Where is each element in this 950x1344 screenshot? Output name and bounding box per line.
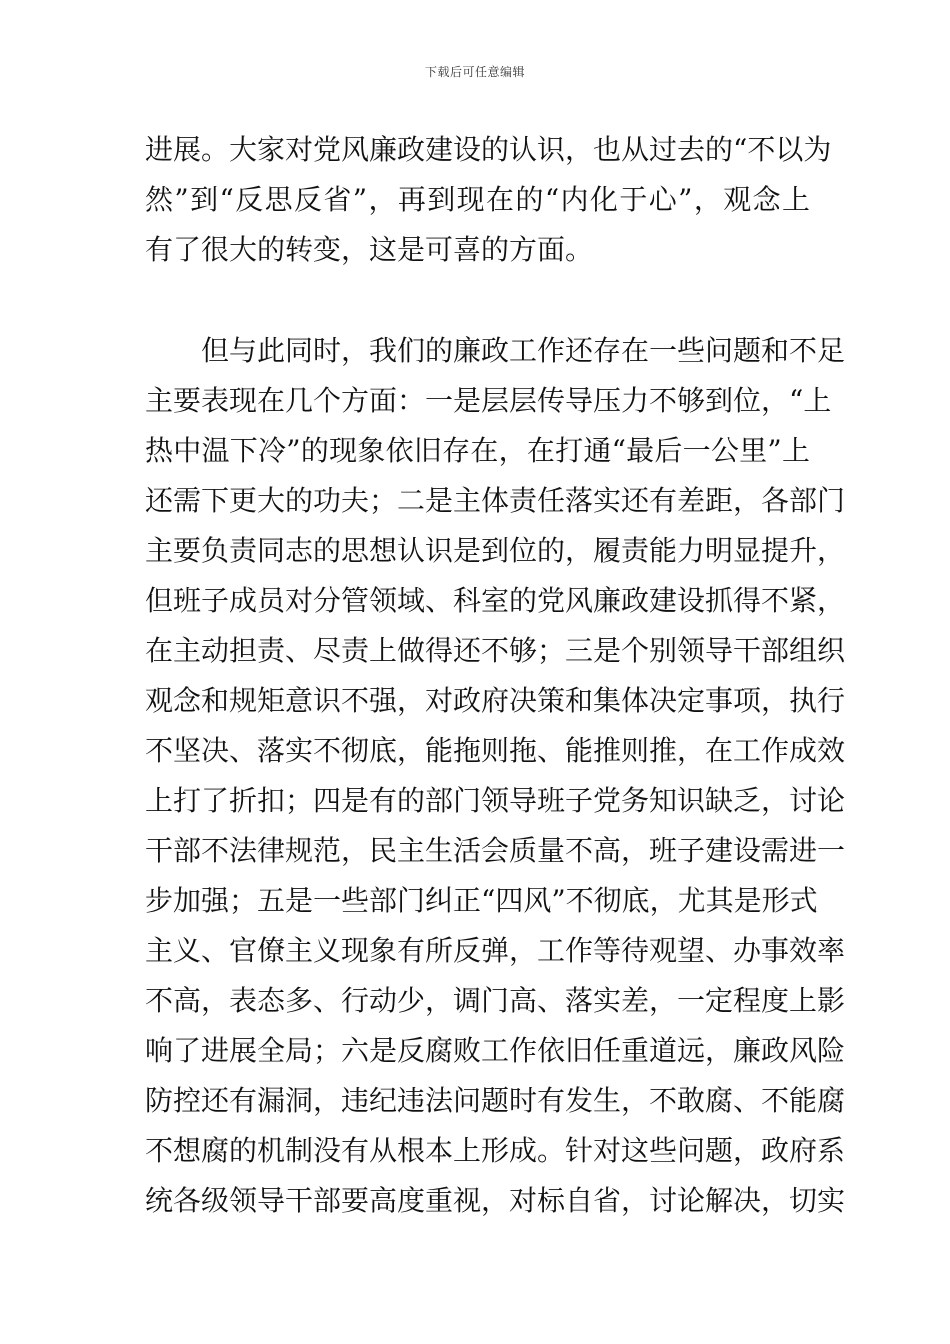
text-line: 主要表现在几个方面：一是层层传导压力不够到位，“上 [145, 384, 832, 417]
text-line: 但与此同时，我们的廉政工作还存在一些问题和不足 [201, 334, 846, 367]
text-line: 统各级领导干部要高度重视，对标自省，讨论解决，切实 [145, 1184, 846, 1217]
text-line: 但班子成员对分管领域、科室的党风廉政建设抓得不紧， [145, 584, 846, 617]
text-line: 步加强；五是一些部门纠正“四风”不彻底，尤其是形式 [145, 884, 818, 917]
text-line: 不坚决、落实不彻底，能拖则拖、能推则推，在工作成效 [145, 734, 846, 767]
text-line: 干部不法律规范，民主生活会质量不高，班子建设需进一 [145, 834, 846, 867]
text-line: 不想腐的机制没有从根本上形成。针对这些问题，政府系 [145, 1134, 846, 1167]
text-line: 热中温下冷”的现象依旧存在，在打通“最后一公里”上 [145, 434, 810, 467]
text-line: 防控还有漏洞，违纪违法问题时有发生，不敢腐、不能腐 [145, 1084, 846, 1117]
text-line: 主义、官僚主义现象有所反弹，工作等待观望、办事效率 [145, 934, 846, 967]
text-line: 上打了折扣；四是有的部门领导班子党务知识缺乏，讨论 [145, 784, 846, 817]
page-header: 下载后可任意编辑 [424, 65, 525, 79]
text-line: 不高，表态多、行动少，调门高、落实差，一定程度上影 [145, 984, 846, 1017]
text-line: 有了很大的转变，这是可喜的方面。 [145, 233, 594, 266]
paragraph-1 [145, 125, 832, 275]
text-line: 还需下更大的功夫；二是主体责任落实还有差距，各部门 [145, 484, 846, 517]
text-line: 然”到“反思反省”，再到现在的“内化于心”，观念上 [145, 183, 810, 216]
text-line: 观念和规矩意识不强，对政府决策和集体决定事项，执行 [145, 684, 846, 717]
paragraph-2 [145, 326, 846, 1226]
text-line: 在主动担责、尽责上做得还不够；三是个别领导干部组织 [145, 634, 846, 667]
text-line: 进展。大家对党风廉政建设的认识，也从过去的“不以为 [145, 133, 832, 166]
text-line: 响了进展全局；六是反腐败工作依旧任重道远，廉政风险 [145, 1034, 846, 1067]
text-line: 主要负责同志的思想认识是到位的，履责能力明显提升， [145, 534, 846, 567]
